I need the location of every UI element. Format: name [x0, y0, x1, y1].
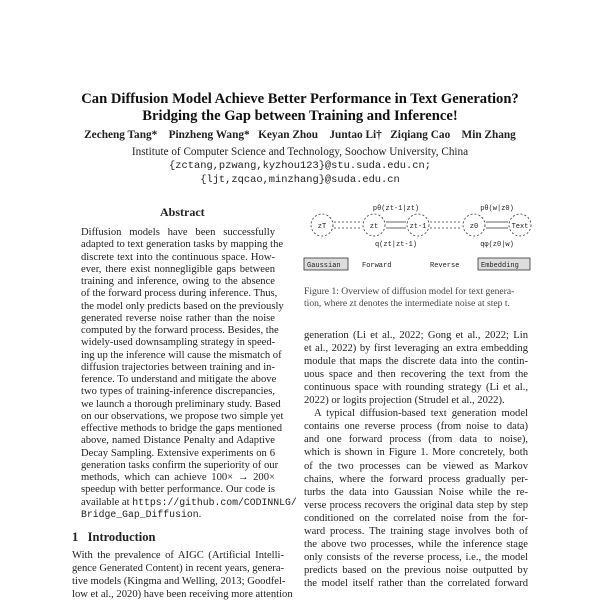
text-line: continuous space with rounding strategy (Li et al., — [304, 382, 528, 394]
text-line: we launch a thorough preliminary study. Based — [81, 398, 281, 410]
text-line: computed by the forward process. Besides, the — [81, 325, 279, 336]
email-line-1: {zctang,pzwang,kyzhou123}@stu.suda.edu.cn; — [169, 160, 431, 172]
text-line: ing up the inference will cause the mismatch of — [81, 349, 282, 361]
text-line: Diffusion models have been successfully — [81, 227, 275, 238]
text-line: only consists of the reverse process, i.e., the model — [304, 551, 528, 563]
text-line: conditioned on the correlated noise from the for- — [304, 512, 528, 524]
text-line: contains one reverse process (from noise to data) — [304, 421, 528, 433]
text-line: diffusion trajectories between training and in- — [81, 361, 275, 373]
text-line: With the prevalence of AIGC (Artificial Intelli- — [72, 550, 284, 561]
text-line: generation tasks confirm the superiority of our — [81, 459, 279, 471]
text-line: of the two processes can be viewed as Markov — [304, 460, 528, 472]
text-line: above, named Distance Penalty and Adaptive — [81, 435, 275, 447]
text-line: Decay Sampling. Extensive experiments on 6 — [81, 447, 275, 459]
text-line: available at https://github.com/CODINNLG/ — [81, 496, 297, 508]
legend-label: Forward — [362, 262, 392, 270]
text-line: two types of training-inference discrepancies, — [81, 386, 275, 398]
text-line: predicts based on the previous noise outputted by — [304, 564, 528, 576]
reverse-transition-label: pθ(zt-1|zt) — [372, 205, 420, 213]
node-label: zt — [369, 223, 379, 231]
text-line: ference. To understand and mitigate the above — [81, 374, 277, 385]
node-label: zT — [317, 223, 327, 231]
text-line: low et al., 2020) have been receiving more attention — [72, 589, 293, 600]
text-line: tive models (Kingma and Welling, 2013; Goodfel- — [72, 576, 286, 587]
text-line: 2022) or logits projection (Strudel et al., 2022). — [304, 395, 505, 407]
text-line: ward process. The training stage involves both of — [304, 525, 528, 537]
section-heading-introduction: 1 Introduction — [72, 530, 156, 544]
legend-label: Embedding — [481, 262, 519, 270]
author-list: Zecheng Tang* Pinzheng Wang* Keyan Zhou Juntao Li† Ziqiang Cao Min Zhang — [84, 129, 516, 141]
text-line: the model itself rather than the correlated forward — [304, 577, 528, 589]
rounding-label: pθ(w|z0) — [480, 205, 514, 213]
text-line: methods, which can achieve 100× → 200× — [81, 472, 275, 483]
text-line: generated reverse noise rather than the noise — [81, 312, 275, 324]
text-line: verse process recovers the original data step by step — [304, 499, 528, 511]
text-line: generation (Li et al., 2022; Gong et al., 2022; Lin — [304, 330, 528, 341]
affiliation: Institute of Computer Science and Technology, Soochow University, China — [131, 146, 469, 158]
text-line: chains, where the forward process gradually per- — [304, 473, 528, 485]
text-line: training and inference, owing to the absence — [81, 276, 275, 287]
text-line: turbs the data into Gaussian Noise while the re- — [304, 486, 528, 498]
text-line: and one forward process (from data to noise), — [304, 434, 528, 446]
text-line: of the forward process during inference. Thus, — [81, 288, 278, 300]
text-line: uous space and then recovering the text from the — [304, 369, 528, 381]
paper-title-line-2: Bridging the Gap between Training and Inference! — [142, 108, 458, 124]
email-line-2: {ljt,zqcao,minzhang}@suda.edu.cn — [200, 174, 400, 186]
text-line: which is shown in Figure 1. More concretely, both — [304, 447, 528, 459]
text-line: et al., 2022) by first leveraging an extra embedding — [304, 343, 528, 355]
text-line: gence Generated Content) in recent years, genera- — [72, 563, 285, 574]
text-line: speedup with better performance. Our code is — [81, 484, 275, 496]
text-line: A typical diffusion-based text generation model — [314, 408, 528, 420]
text-line: module that maps the discrete data into the contin- — [304, 356, 528, 368]
legend-label: Reverse — [430, 262, 460, 270]
text-line: ever, there exist nonnegligible gaps between — [81, 263, 275, 275]
figure-1-caption-line-1: Figure 1: Overview of diffusion model for text genera- — [304, 286, 515, 297]
text-line: the model only predicts based on the previously — [81, 300, 284, 312]
text-line: adapted to text generation tasks by mapping the — [81, 239, 284, 251]
node-label: z0 — [469, 223, 479, 231]
legend-label: Gaussian — [307, 262, 341, 270]
node-label: zt-1 — [409, 223, 427, 231]
text-line: the above two processes, while the inference stage — [304, 538, 528, 550]
figure-1-caption-line-2: tion, where zt denotes the intermediate noise at step t. — [304, 298, 510, 309]
text-line: Bridge_Gap_Diffusion. — [81, 508, 202, 520]
abstract-heading: Abstract — [160, 205, 205, 219]
text-line: effective methods to bridge the gaps mentioned — [81, 423, 283, 434]
text-line: widely-used downsampling strategy in speed- — [81, 337, 276, 349]
node-label: Text — [511, 223, 529, 231]
paper-title-line-1: Can Diffusion Model Achieve Better Performance in Text Generation? — [81, 91, 519, 107]
text-line: on our observations, we propose two simple yet — [81, 410, 284, 422]
text-line: discrete text into the continuous space. How- — [81, 251, 275, 263]
forward-transition-label: q(zt|zt-1) — [374, 241, 418, 249]
embedding-label: qφ(z0|w) — [480, 241, 514, 249]
figure-1-diagram — [300, 200, 540, 280]
